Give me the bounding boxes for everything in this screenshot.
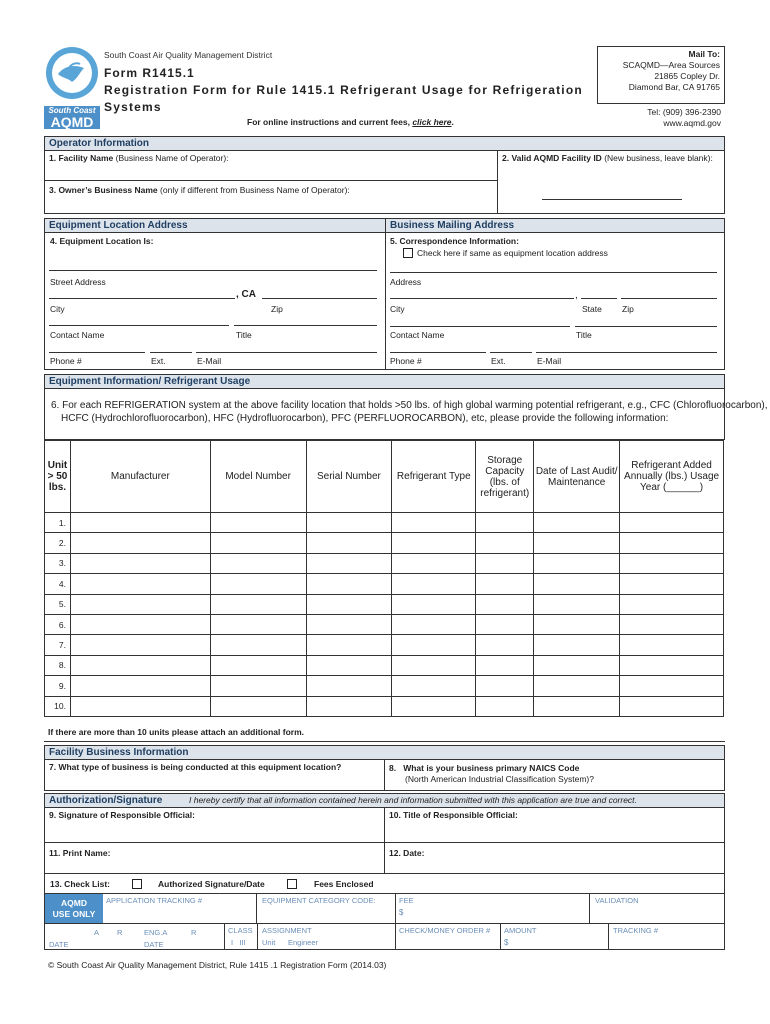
row-number: 4. xyxy=(45,574,71,594)
facility-name-label: 1. Facility Name xyxy=(49,153,114,163)
equipment-cell[interactable] xyxy=(70,533,210,553)
equipment-cell[interactable] xyxy=(306,594,392,614)
equipment-cell[interactable] xyxy=(620,594,724,614)
online-instructions xyxy=(247,117,454,127)
col-refrigerant-type: Refrigerant Type xyxy=(392,441,476,513)
equipment-cell[interactable] xyxy=(620,655,724,675)
contact-label: Contact Name xyxy=(50,330,105,340)
street-line[interactable] xyxy=(49,270,377,271)
equipment-cell[interactable] xyxy=(534,533,620,553)
fees-enclosed-checkbox[interactable] xyxy=(287,879,297,889)
mail-title-label: Title xyxy=(576,330,592,340)
equipment-table xyxy=(44,440,724,717)
equipment-cell[interactable] xyxy=(534,696,620,716)
equipment-row xyxy=(45,614,724,634)
equipment-row xyxy=(45,533,724,553)
mail-state-line[interactable] xyxy=(581,298,617,299)
dove-logo-icon xyxy=(44,44,100,102)
mail-state-label: State xyxy=(582,304,602,314)
equipment-instructions-box xyxy=(44,388,768,440)
print-name-field[interactable] xyxy=(44,842,385,874)
official-title-label: 10. Title of Responsible Official: xyxy=(389,810,518,820)
equipment-cell[interactable] xyxy=(620,696,724,716)
fee-dollar: $ xyxy=(399,908,404,917)
equipment-cell[interactable] xyxy=(306,635,392,655)
equipment-cell[interactable] xyxy=(210,574,306,594)
equipment-cell[interactable] xyxy=(476,574,534,594)
amount-dollar: $ xyxy=(504,938,509,947)
mail-contact-label: Contact Name xyxy=(390,330,445,340)
equipment-row xyxy=(45,594,724,614)
facility-section-header: Facility Business Information xyxy=(44,745,725,760)
equipment-cell[interactable] xyxy=(534,513,620,533)
amount-label: AMOUNT xyxy=(504,926,537,935)
mail-to-heading: Mail To: xyxy=(688,49,720,59)
col-refrigerant-added: Refrigerant Added Annually (lbs.) Usage Year (______) xyxy=(620,441,724,513)
phone-line[interactable] xyxy=(49,352,145,353)
col-unit: Unit > 50 lbs. xyxy=(45,441,71,513)
equipment-cell[interactable] xyxy=(210,594,306,614)
equipment-cell[interactable] xyxy=(306,696,392,716)
office-use-line2: USE ONLY xyxy=(52,909,96,919)
mail-to-web[interactable]: www.aqmd.gov xyxy=(663,118,721,128)
mail-contact-line[interactable] xyxy=(390,326,570,327)
form-number: Form R1415.1 xyxy=(104,66,195,80)
equipment-cell[interactable] xyxy=(70,614,210,634)
city-line[interactable] xyxy=(49,298,235,299)
mailing-section-header: Business Mailing Address xyxy=(385,218,725,233)
office-vdiv-3 xyxy=(589,893,590,923)
equipment-cell[interactable] xyxy=(70,696,210,716)
date-field[interactable] xyxy=(384,842,725,874)
equipment-cell[interactable] xyxy=(620,635,724,655)
owner-name-field[interactable] xyxy=(44,180,498,214)
date-label-2: DATE xyxy=(144,940,164,949)
eng-a-label: ENG.A xyxy=(144,928,168,937)
equipment-cell[interactable] xyxy=(210,614,306,634)
row-number: 8. xyxy=(45,655,71,675)
equipment-cell[interactable] xyxy=(70,574,210,594)
equipment-cell[interactable] xyxy=(210,533,306,553)
equipment-cell[interactable] xyxy=(534,635,620,655)
facility-name-field[interactable] xyxy=(44,150,498,181)
email-line[interactable] xyxy=(196,352,377,353)
location-block xyxy=(44,232,386,370)
equipment-cell[interactable] xyxy=(476,676,534,696)
naics-hint: (North American Industrial Classification System)? xyxy=(405,774,594,784)
equipment-cell[interactable] xyxy=(620,533,724,553)
form-title-line1: Registration Form for Rule 1415.1 Refrigerant Usage for Refrigeration xyxy=(104,83,583,97)
same-address-checkbox[interactable] xyxy=(403,248,413,258)
same-address-label: Check here if same as equipment location address xyxy=(417,248,608,258)
validation-label: VALIDATION xyxy=(595,896,639,905)
equipment-cell[interactable] xyxy=(620,574,724,594)
equipment-cell[interactable] xyxy=(392,574,476,594)
naics-number: 8. xyxy=(389,763,397,773)
equipment-cell[interactable] xyxy=(620,614,724,634)
print-name-label: 11. Print Name: xyxy=(49,848,111,858)
mail-to-line3: Diamond Bar, CA 91765 xyxy=(628,82,720,92)
equipment-cell[interactable] xyxy=(70,635,210,655)
equipment-cell[interactable] xyxy=(392,655,476,675)
zip-label: Zip xyxy=(271,304,283,314)
online-instructions-text: For online instructions and current fees, xyxy=(247,117,413,127)
official-title-field[interactable] xyxy=(384,807,725,843)
equip-code-label: EQUIPMENT CATEGORY CODE: xyxy=(262,896,376,905)
logo-text: South Coast AQMD xyxy=(44,106,100,129)
city-label: City xyxy=(50,304,65,314)
class-values: I III xyxy=(231,938,246,947)
col-last-audit: Date of Last Audit/ Maintenance xyxy=(534,441,620,513)
equipment-location-label: 4. Equipment Location Is: xyxy=(50,236,154,246)
equipment-cell[interactable] xyxy=(476,513,534,533)
check-money-label: CHECK/MONEY ORDER # xyxy=(399,926,491,935)
mail-to-box xyxy=(597,46,725,104)
equipment-cell[interactable] xyxy=(392,696,476,716)
r-label-2: R xyxy=(191,928,197,937)
equipment-instructions-line1: 6. For each REFRIGERATION system at the above facility location that holds >50 lbs. of high global warming potential refrigerant, e.g., CFC (Chlorofluorocarbon), xyxy=(51,400,768,411)
equipment-cell[interactable] xyxy=(210,696,306,716)
equipment-cell[interactable] xyxy=(70,594,210,614)
equipment-cell[interactable] xyxy=(620,513,724,533)
row-number: 7. xyxy=(45,635,71,655)
equipment-row xyxy=(45,676,724,696)
equipment-cell[interactable] xyxy=(306,533,392,553)
equipment-row xyxy=(45,513,724,533)
office-vdiv-7 xyxy=(608,923,609,950)
facility-id-hint: (New business, leave blank): xyxy=(601,153,713,163)
equipment-cell[interactable] xyxy=(306,614,392,634)
equipment-cell[interactable] xyxy=(534,655,620,675)
class-label: CLASS xyxy=(228,926,253,935)
office-row-divider xyxy=(44,923,725,924)
office-vdiv-6 xyxy=(500,923,501,950)
title-label: Title xyxy=(236,330,252,340)
mail-comma: , xyxy=(575,290,578,301)
equipment-instructions-line2: HCFC (Hydrochlorofluorocarbon), HFC (Hydrofluorocarbon), PFC (PERFLUOROCARBON), etc, please provide the following information: xyxy=(61,413,669,424)
equipment-cell[interactable] xyxy=(210,513,306,533)
equipment-cell[interactable] xyxy=(392,553,476,573)
equipment-cell[interactable] xyxy=(210,655,306,675)
equipment-cell[interactable] xyxy=(392,594,476,614)
equipment-cell[interactable] xyxy=(476,655,534,675)
engineer-label: Engineer xyxy=(288,938,319,947)
equipment-row xyxy=(45,696,724,716)
auth-section-title: Authorization/Signature xyxy=(49,795,163,806)
equipment-cell[interactable] xyxy=(620,553,724,573)
equipment-cell[interactable] xyxy=(534,594,620,614)
contact-line[interactable] xyxy=(49,325,229,326)
checklist-row xyxy=(44,873,725,894)
mail-phone-label: Phone # xyxy=(390,356,422,366)
equipment-cell[interactable] xyxy=(534,614,620,634)
tracking-label: TRACKING # xyxy=(613,926,659,935)
equipment-section-header: Equipment Information/ Refrigerant Usage xyxy=(44,374,725,389)
col-storage-capacity: Storage Capacity (lbs. of refrigerant) xyxy=(476,441,534,513)
app-tracking-label: APPLICATION TRACKING # xyxy=(106,896,202,905)
facility-name-hint: (Business Name of Operator): xyxy=(113,153,229,163)
equipment-cell[interactable] xyxy=(534,574,620,594)
form-title-line2: Systems xyxy=(104,100,162,114)
street-label: Street Address xyxy=(50,277,106,287)
equipment-cell[interactable] xyxy=(70,513,210,533)
mail-email-line[interactable] xyxy=(536,352,717,353)
footer-copyright: © South Coast Air Quality Management District, Rule 1415 .1 Registration Form (2014.03) xyxy=(48,960,387,970)
mail-address-line[interactable] xyxy=(390,272,717,273)
signature-field[interactable] xyxy=(44,807,385,843)
equipment-table-header xyxy=(45,441,724,513)
equipment-cell[interactable] xyxy=(306,655,392,675)
row-number: 10. xyxy=(45,696,71,716)
auth-certify-text: I hereby certify that all information contained herein and information submitted with this application are true and correct. xyxy=(189,795,637,805)
col-manufacturer: Manufacturer xyxy=(70,441,210,513)
mail-address-label: Address xyxy=(390,277,422,287)
naics-field[interactable] xyxy=(384,759,725,791)
office-vdiv-2 xyxy=(395,893,396,950)
row-number: 1. xyxy=(45,513,71,533)
equipment-row xyxy=(45,635,724,655)
mail-ext-label: Ext. xyxy=(491,356,506,366)
phone-label: Phone # xyxy=(50,356,82,366)
equipment-cell[interactable] xyxy=(392,676,476,696)
location-section-header: Equipment Location Address xyxy=(44,218,386,233)
equipment-cell[interactable] xyxy=(620,676,724,696)
mail-zip-label: Zip xyxy=(622,304,634,314)
row-number: 2. xyxy=(45,533,71,553)
assignment-label: ASSIGNMENT xyxy=(262,926,312,935)
ca-label: , CA xyxy=(236,289,256,300)
mail-to-tel: Tel: (909) 396-2390 xyxy=(647,107,721,117)
facility-id-label: 2. Valid AQMD Facility ID xyxy=(502,153,602,163)
row-number: 3. xyxy=(45,553,71,573)
additional-units-note: If there are more than 10 units please attach an additional form. xyxy=(48,727,305,737)
equipment-cell[interactable] xyxy=(306,513,392,533)
equipment-cell[interactable] xyxy=(392,513,476,533)
equipment-cell[interactable] xyxy=(70,676,210,696)
col-serial: Serial Number xyxy=(306,441,392,513)
correspondence-label: 5. Correspondence Information: xyxy=(390,236,519,246)
equipment-cell[interactable] xyxy=(306,553,392,573)
mail-city-line[interactable] xyxy=(390,298,574,299)
equipment-cell[interactable] xyxy=(392,614,476,634)
equipment-cell[interactable] xyxy=(210,635,306,655)
facility-id-line xyxy=(542,199,682,200)
equipment-cell[interactable] xyxy=(70,655,210,675)
a-label: A xyxy=(94,928,100,937)
equipment-cell[interactable] xyxy=(476,553,534,573)
ext-label: Ext. xyxy=(151,356,166,366)
title-line[interactable] xyxy=(234,325,377,326)
aqmd-logo xyxy=(44,44,100,130)
authorized-signature-checkbox[interactable] xyxy=(132,879,142,889)
r-label-1: R xyxy=(117,928,123,937)
equipment-cell[interactable] xyxy=(70,553,210,573)
equipment-cell[interactable] xyxy=(534,676,620,696)
district-name: South Coast Air Quality Management District xyxy=(104,50,273,60)
date-label: 12. Date: xyxy=(389,848,425,858)
equipment-cell[interactable] xyxy=(306,676,392,696)
authorized-signature-label: Authorized Signature/Date xyxy=(158,879,265,889)
equipment-row xyxy=(45,553,724,573)
zip-line[interactable] xyxy=(262,298,377,299)
owner-name-hint: (only if different from Business Name of Operator): xyxy=(157,185,350,195)
operator-section-header: Operator Information xyxy=(44,136,725,151)
business-type-field[interactable] xyxy=(44,759,385,791)
mail-email-label: E-Mail xyxy=(537,356,562,366)
equipment-table-body xyxy=(45,513,724,717)
naics-label: What is your business primary NAICS Code xyxy=(403,763,580,773)
auth-section-header xyxy=(44,793,725,808)
mail-to-line2: 21865 Copley Dr. xyxy=(654,71,720,81)
equipment-cell[interactable] xyxy=(476,635,534,655)
checklist-label: 13. Check List: xyxy=(50,879,110,889)
equipment-cell[interactable] xyxy=(210,676,306,696)
equipment-row xyxy=(45,574,724,594)
row-number: 9. xyxy=(45,676,71,696)
row-number: 6. xyxy=(45,614,71,634)
mail-to-line1: SCAQMD—Area Sources xyxy=(622,60,720,70)
click-here-link[interactable]: click here xyxy=(412,117,452,127)
equipment-cell[interactable] xyxy=(210,553,306,573)
equipment-cell[interactable] xyxy=(476,696,534,716)
equipment-row xyxy=(45,655,724,675)
equipment-cell[interactable] xyxy=(392,635,476,655)
col-model: Model Number xyxy=(210,441,306,513)
office-use-badge xyxy=(45,894,103,924)
signature-label: 9. Signature of Responsible Official: xyxy=(49,810,195,820)
office-vdiv-1 xyxy=(256,893,257,923)
row-number: 5. xyxy=(45,594,71,614)
equipment-cell[interactable] xyxy=(476,533,534,553)
facility-id-field[interactable] xyxy=(497,150,725,214)
online-instructions-period: . xyxy=(451,117,454,127)
mail-zip-line[interactable] xyxy=(621,298,717,299)
unit-label: Unit xyxy=(262,938,276,947)
equipment-cell[interactable] xyxy=(476,614,534,634)
equipment-cell[interactable] xyxy=(306,574,392,594)
note-separator xyxy=(44,741,725,742)
mail-ext-line[interactable] xyxy=(490,352,532,353)
equipment-cell[interactable] xyxy=(476,594,534,614)
office-use-line1: AQMD xyxy=(61,898,87,908)
date-label-1: DATE xyxy=(49,940,69,949)
office-vdiv-4 xyxy=(224,923,225,950)
business-type-label: 7. What type of business is being conducted at this equipment location? xyxy=(49,762,342,772)
mail-city-label: City xyxy=(390,304,405,314)
email-label: E-Mail xyxy=(197,356,222,366)
fee-label: FEE xyxy=(399,896,414,905)
office-vdiv-5 xyxy=(257,923,258,950)
fees-enclosed-label: Fees Enclosed xyxy=(314,879,374,889)
mail-title-line[interactable] xyxy=(575,326,717,327)
mail-phone-line[interactable] xyxy=(390,352,486,353)
equipment-cell[interactable] xyxy=(392,533,476,553)
equipment-cell[interactable] xyxy=(534,553,620,573)
ext-line[interactable] xyxy=(150,352,192,353)
owner-name-label: 3. Owner’s Business Name xyxy=(49,185,158,195)
